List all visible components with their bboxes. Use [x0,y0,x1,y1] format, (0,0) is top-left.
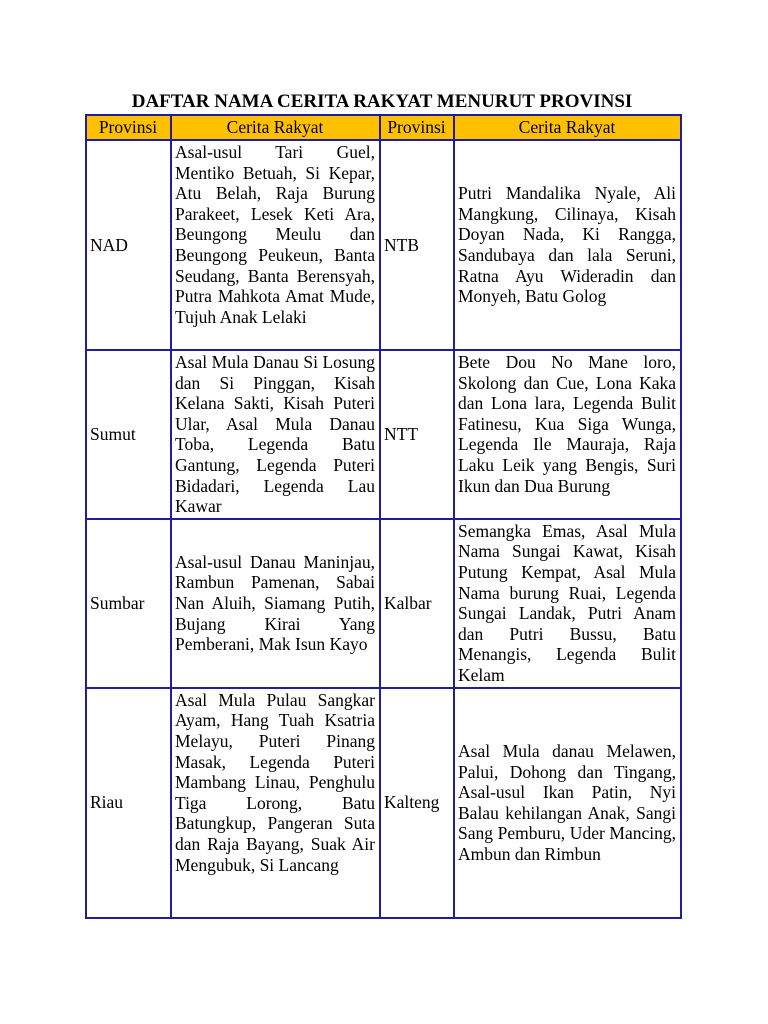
stories-cell: Asal-usul Tari Guel, Mentiko Betuah, Si Kepar, Atu Belah, Raja Burung Parakeet, Lesek Keti Ara, Beungong Meulu dan Beungong Peukeun, Banta Seudang, Banta Berensyah, Putra Mahkota Amat Mude, Tujuh Anak Lelaki [171,140,380,350]
table-row [86,350,681,519]
stories-cell: Semangka Emas, Asal Mula Nama Sungai Kawat, Kisah Putung Kempat, Asal Mula Nama burung Ruai, Legenda Sungai Landak, Putri Anam dan Putri Bussu, Batu Menangis, Legenda Bulit Kelam [454,519,681,688]
province-cell: NTB [380,140,454,350]
stories-cell: Asal Mula Danau Si Losung dan Si Pinggan, Kisah Kelana Sakti, Kisah Puteri Ular, Asal Mula Danau Toba, Legenda Batu Gantung, Legenda Puteri Bidadari, Legenda Lau Kawar [171,350,380,519]
column-header-stories-right: Cerita Rakyat [454,115,681,140]
province-cell: NTT [380,350,454,519]
province-cell: Sumut [86,350,171,519]
stories-cell: Putri Mandalika Nyale, Ali Mangkung, Cilinaya, Kisah Doyan Nada, Ki Rangga, Sandubaya dan lala Seruni, Ratna Ayu Wideradin dan Monyeh, Batu Golog [454,140,681,350]
column-header-province-right: Provinsi [380,115,454,140]
stories-cell: Asal Mula Pulau Sangkar Ayam, Hang Tuah Ksatria Melayu, Puteri Pinang Masak, Legenda Puteri Mambang Linau, Penghulu Tiga Lorong, Batu Batungkup, Pangeran Suta dan Raja Bayang, Suak Air Mengubuk, Si Lancang [171,688,380,918]
table-row [86,688,681,918]
province-cell: NAD [86,140,171,350]
stories-cell: Asal-usul Danau Maninjau, Rambun Pamenan, Sabai Nan Aluih, Siamang Putih, Bujang Kirai Yang Pemberani, Mak Isun Kayo [171,519,380,688]
table-header-row [86,115,681,140]
page-title: DAFTAR NAMA CERITA RAKYAT MENURUT PROVINSI [131,91,633,112]
table-row [86,140,681,350]
province-cell: Sumbar [86,519,171,688]
folk-stories-table [85,114,682,919]
table-row [86,519,681,688]
province-cell: Riau [86,688,171,918]
province-cell: Kalteng [380,688,454,918]
stories-cell: Bete Dou No Mane loro, Skolong dan Cue, Lona Kaka dan Lona lara, Legenda Bulit Fatinesu, Kua Siga Wunga, Legenda Ile Mauraja, Raja Laku Leik yang Bengis, Suri Ikun dan Dua Burung [454,350,681,519]
column-header-province-left: Provinsi [86,115,171,140]
stories-cell: Asal Mula danau Melawen, Palui, Dohong dan Tingang, Asal-usul Ikan Patin, Nyi Balau kehilangan Anak, Sangi Sang Pemburu, Uder Mancing, Ambun dan Rimbun [454,688,681,918]
province-cell: Kalbar [380,519,454,688]
column-header-stories-left: Cerita Rakyat [171,115,380,140]
